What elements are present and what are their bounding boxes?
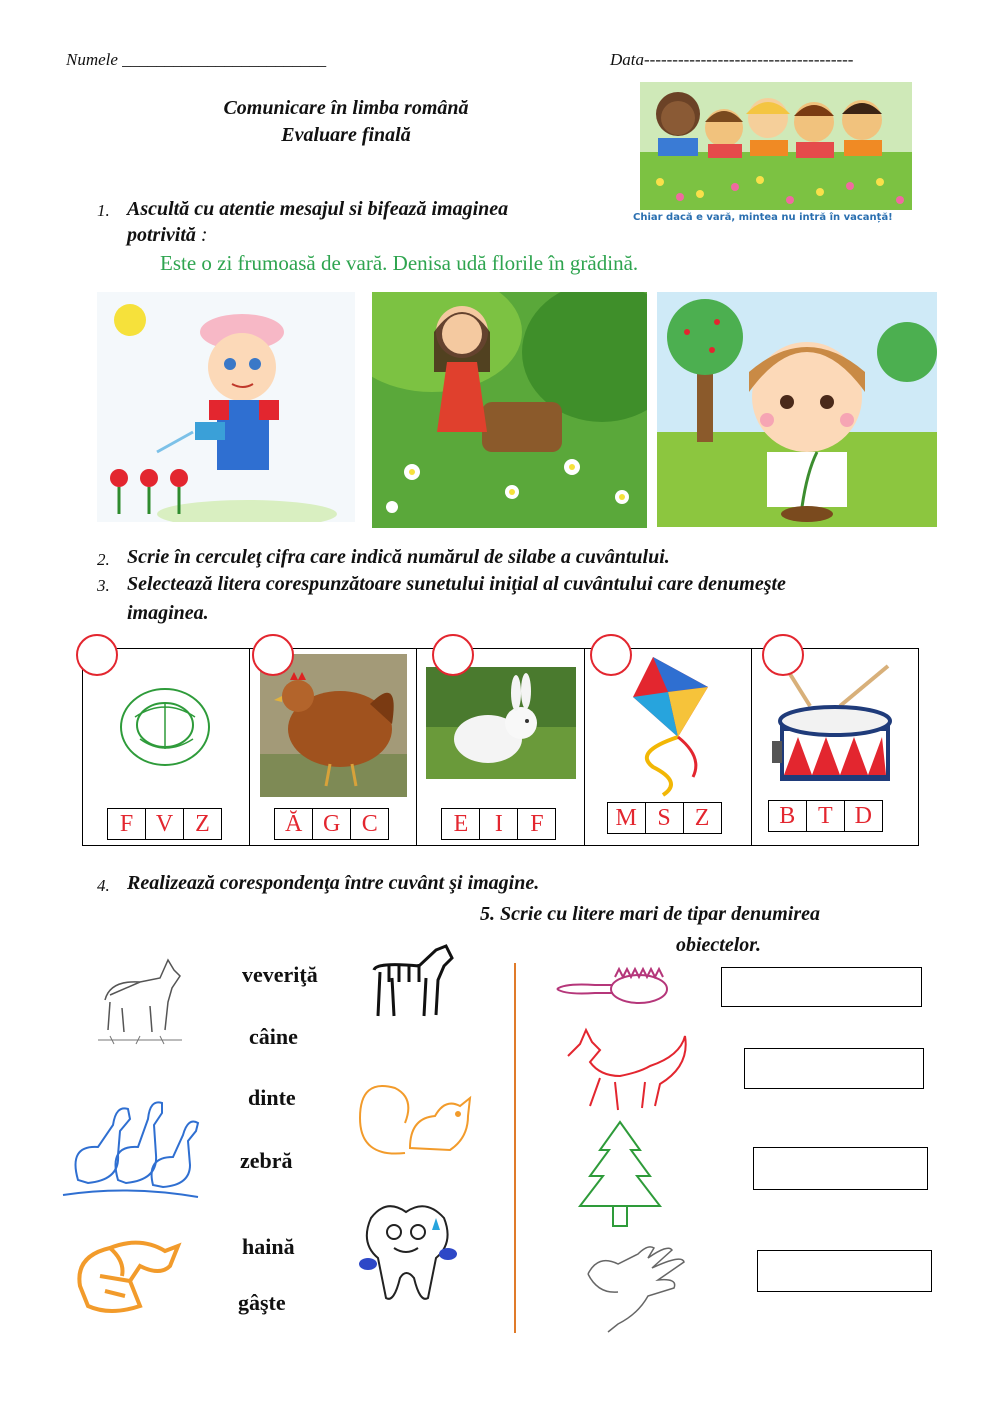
cabbage-icon [115,677,215,772]
match-word[interactable]: veveriţă [242,962,318,987]
answer-input-box[interactable] [753,1147,928,1190]
letter-choices [607,802,722,834]
name-field-label: Numele ________________________ [66,50,327,69]
match-word[interactable]: dinte [248,1085,296,1110]
question-5-text-line2: obiectelor. [676,934,761,956]
letter-choice[interactable]: Ă [275,809,313,839]
letter-choice[interactable]: G [313,809,351,839]
page-title: Comunicare în limba română [223,97,469,119]
letter-choice[interactable]: S [646,803,684,833]
answer-input-box[interactable] [744,1048,924,1089]
dog-icon [90,940,190,1050]
section-divider [514,963,516,1333]
table-cell [752,649,918,845]
table-cell [83,649,250,845]
match-word[interactable]: gâşte [238,1290,286,1315]
letter-choices [107,808,222,840]
syllable-circle[interactable] [76,634,118,676]
letter-choice[interactable]: Z [195,811,210,837]
zebra-icon [364,940,456,1022]
answer-input-box[interactable] [721,967,922,1007]
table-cell [417,649,584,845]
kite-icon [623,657,723,797]
question-1-text-word: potrivită [127,224,196,246]
hand-icon [578,1234,690,1334]
syllable-letter-table [82,648,919,846]
question-4-text: Realizează corespondenţa între cuvânt şi imagine. [127,872,540,894]
letter-choice[interactable]: T [807,801,845,831]
coat-icon [70,1226,182,1316]
letter-choice[interactable]: V [146,809,184,839]
question-1-number: 1. [97,201,110,220]
match-word[interactable]: haină [242,1234,295,1259]
letter-choices [768,800,883,832]
hen-icon [260,654,407,797]
question-2-number: 2. [97,550,110,569]
question-1-text: Ascultă cu atentie mesajul si bifează imaginea [127,198,509,220]
letter-choice[interactable]: F [530,811,544,837]
kids-banner-image [640,82,912,210]
letter-choices [274,808,389,840]
girl-planting-image[interactable] [657,292,937,527]
question-3-text: Selectează litera corespunzătoare sunetului iniţial al cuvântului care denumeşte [127,573,786,595]
fox-icon [560,1026,690,1116]
banner-caption: Chiar dacă e vară, mintea nu intră în vacanță! [633,212,893,223]
rabbit-icon [426,667,576,779]
letter-choice[interactable]: F [108,809,146,839]
girl-in-forest-image[interactable] [372,292,647,528]
letter-choice[interactable]: B [769,801,807,831]
hairbrush-icon [555,963,670,1013]
tooth-icon [356,1198,458,1308]
table-cell [250,649,417,845]
letter-choices [441,808,556,840]
letter-choice[interactable]: M [608,803,646,833]
letter-choice[interactable]: Z [694,805,710,831]
question-3-text-line2: imaginea. [127,602,209,624]
question-3-number: 3. [97,576,110,595]
match-word[interactable]: câine [249,1024,298,1049]
syllable-circle[interactable] [252,634,294,676]
letter-choice[interactable]: C [361,811,378,837]
geese-icon [58,1085,206,1210]
question-1-colon: : [195,224,208,246]
match-word[interactable]: zebră [240,1148,293,1173]
drum-icon [770,661,900,791]
letter-choice[interactable]: D [854,803,872,829]
question-5-text: 5. Scrie cu litere mari de tipar denumirea [480,903,820,925]
answer-input-box[interactable] [757,1250,932,1292]
syllable-circle[interactable] [762,634,804,676]
question-1-text-line2 [127,224,208,247]
listening-message: Este o zi frumoasă de vară. Denisa udă florile în grădină. [160,251,639,275]
fir-tree-icon [575,1120,665,1230]
syllable-circle[interactable] [432,634,474,676]
table-cell [585,649,752,845]
girl-watering-flowers-image[interactable] [97,292,355,522]
question-2-text: Scrie în cerculeţ cifra care indică numărul de silabe a cuvântului. [127,546,670,568]
letter-choice[interactable]: I [480,809,518,839]
squirrel-icon [350,1068,480,1168]
syllable-circle[interactable] [590,634,632,676]
date-field-label: Data------------------------------------- [610,50,854,69]
letter-choice[interactable]: E [442,809,480,839]
question-4-number: 4. [97,876,110,895]
page-subtitle: Evaluare finală [281,124,411,146]
